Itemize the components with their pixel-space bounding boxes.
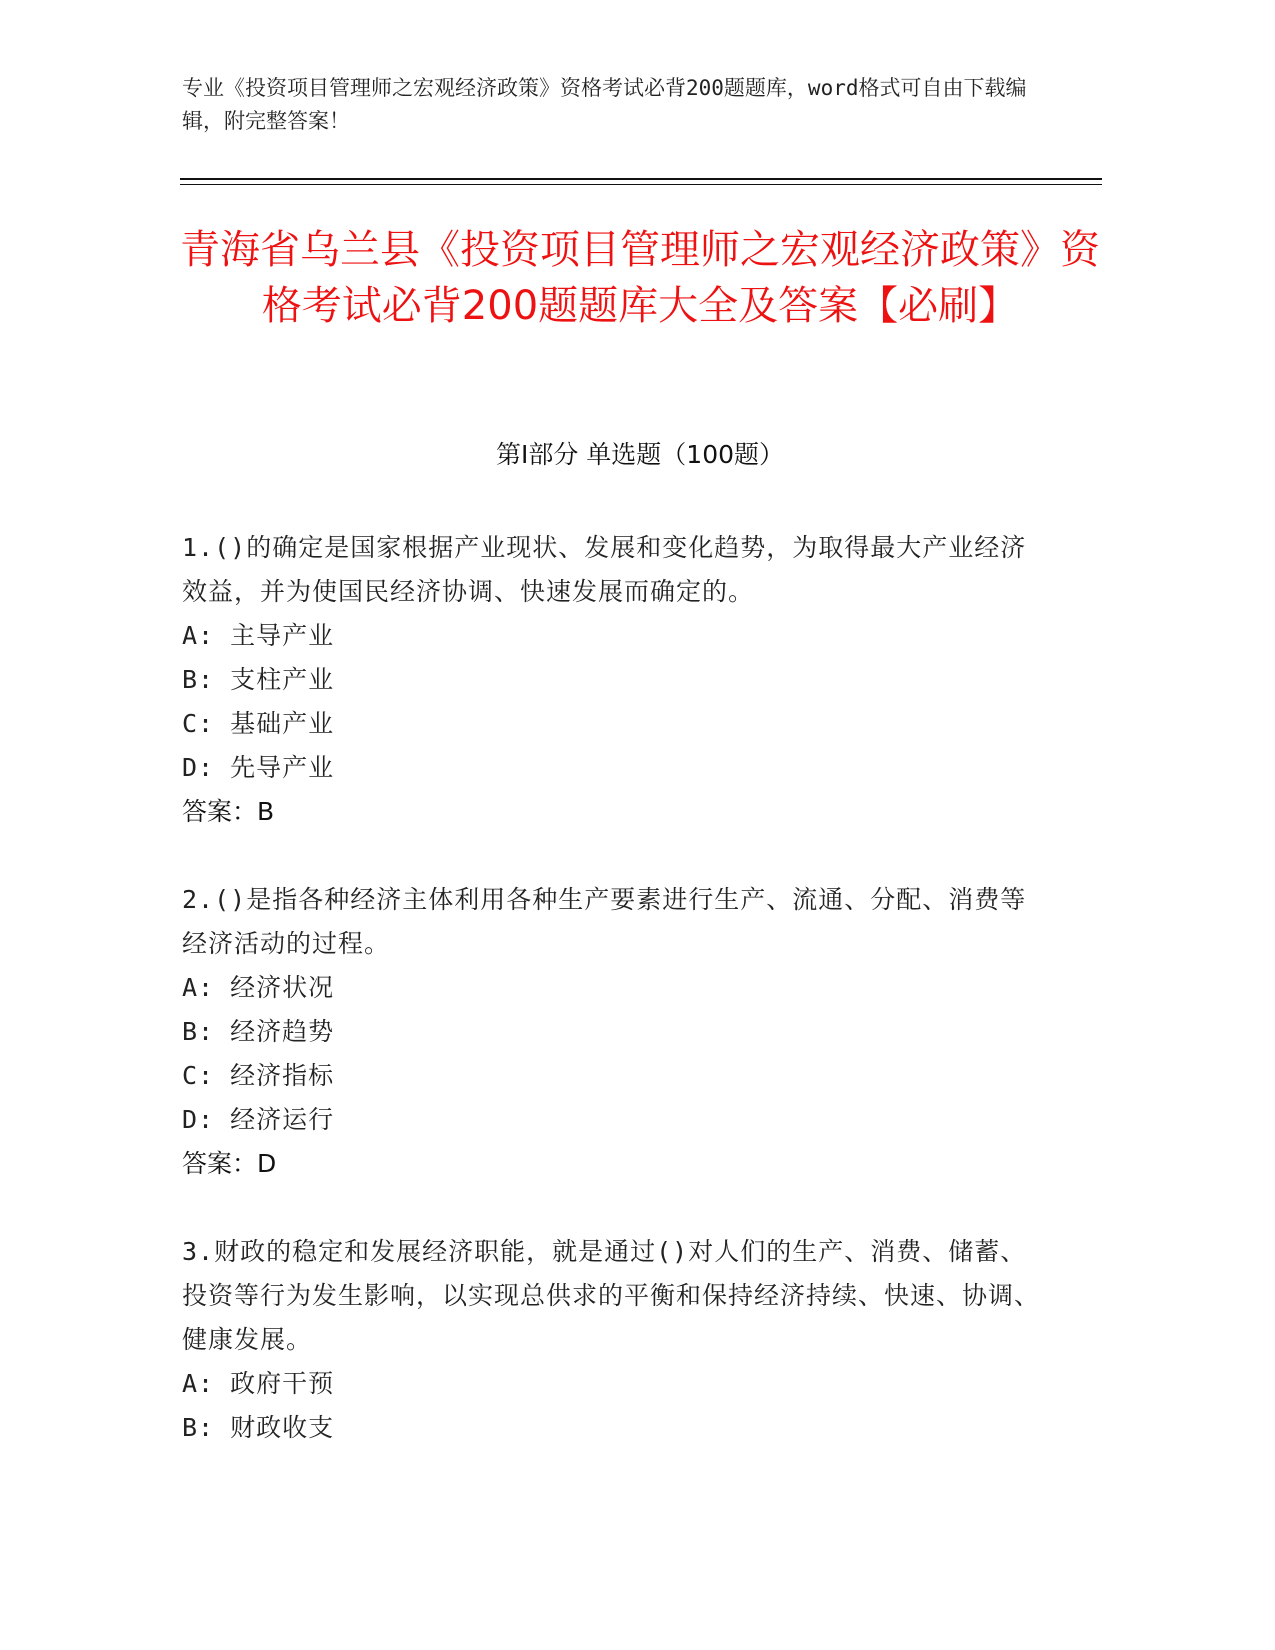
question-spacer	[182, 1186, 1042, 1230]
question-list	[182, 526, 1042, 1450]
document-title: 青海省乌兰县《投资项目管理师之宏观经济政策》资格考试必背200题题库大全及答案【必刷】	[180, 227, 1100, 329]
option-a: A: 经济状况	[182, 973, 335, 1002]
option-c: C: 基础产业	[182, 709, 335, 738]
header-rule-thin	[180, 184, 1102, 185]
option-b: B: 支柱产业	[182, 665, 335, 694]
header-note: 专业《投资项目管理师之宏观经济政策》资格考试必背200题题库，word格式可自由下载编辑，附完整答案！	[182, 76, 1027, 133]
question-1	[182, 526, 1042, 834]
question-3	[182, 1230, 1042, 1450]
answer-line: 答案：D	[182, 1149, 277, 1178]
option-c: C: 经济指标	[182, 1061, 335, 1090]
option-b: B: 经济趋势	[182, 1017, 335, 1046]
question-stem: 2.()是指各种经济主体利用各种生产要素进行生产、流通、分配、消费等经济活动的过程。	[182, 885, 1027, 958]
section-heading: 第I部分 单选题（100题）	[495, 440, 785, 469]
option-a: A: 政府干预	[182, 1369, 335, 1398]
option-b: B: 财政收支	[182, 1413, 335, 1442]
answer-line: 答案：B	[182, 797, 275, 826]
header-rule-thick	[180, 178, 1102, 180]
option-a: A: 主导产业	[182, 621, 335, 650]
question-stem: 3.财政的稳定和发展经济职能，就是通过()对人们的生产、消费、储蓄、投资等行为发生影响，以实现总供求的平衡和保持经济持续、快速、协调、健康发展。	[182, 1237, 1041, 1354]
option-d: D: 经济运行	[182, 1105, 335, 1134]
question-spacer	[182, 834, 1042, 878]
question-stem: 1.()的确定是国家根据产业现状、发展和变化趋势，为取得最大产业经济效益，并为使国民经济协调、快速发展而确定的。	[182, 533, 1027, 606]
option-d: D: 先导产业	[182, 753, 335, 782]
question-2	[182, 878, 1042, 1186]
